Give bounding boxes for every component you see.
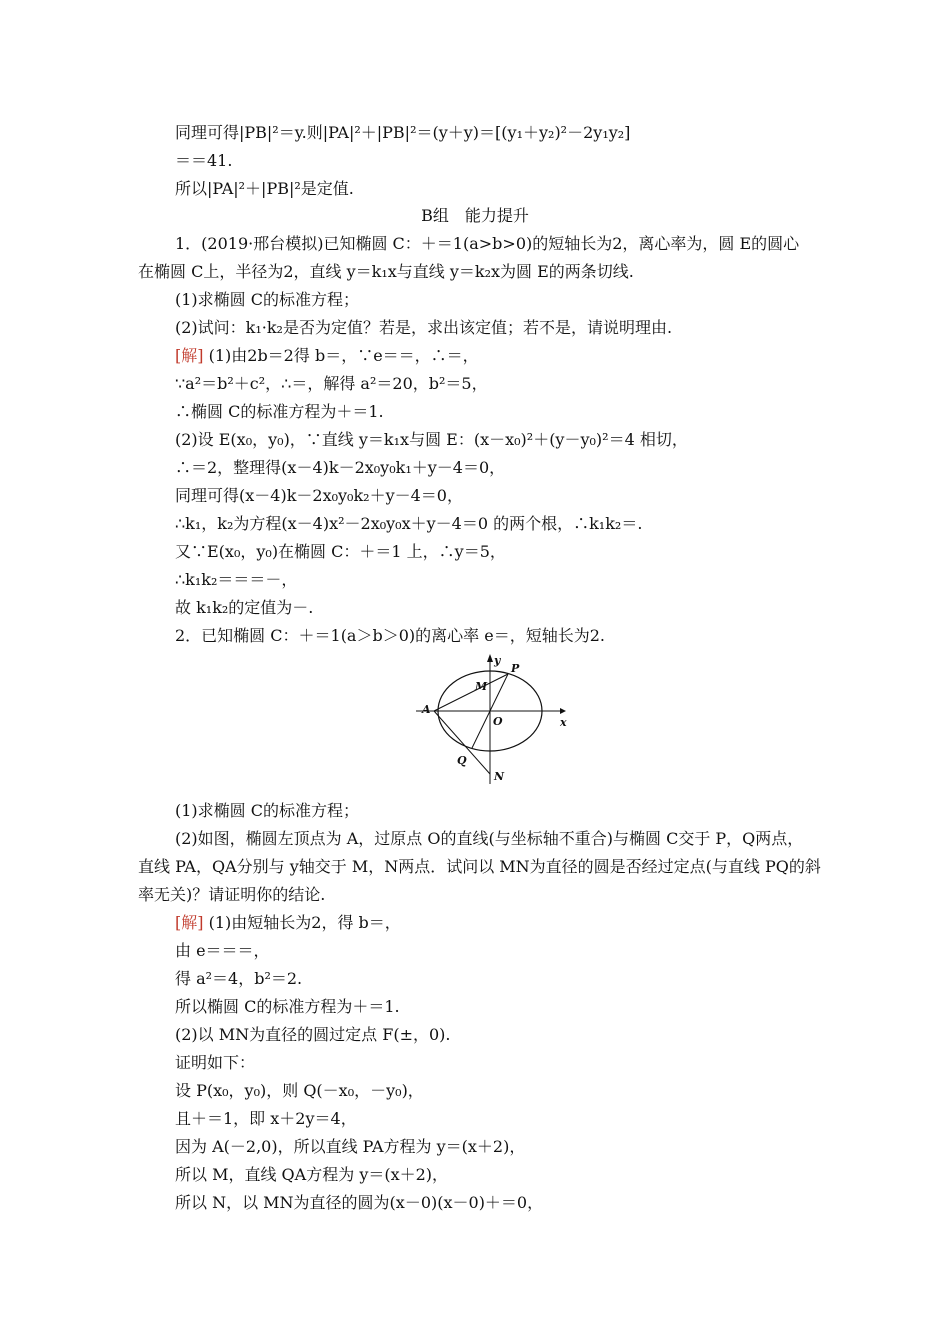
- solution-1-line-5: ∴＝2，整理得(x－4)k－2x₀y₀k₁＋y－4＝0，: [175, 458, 506, 477]
- label-P: P: [511, 662, 520, 675]
- line-AP: [434, 674, 508, 711]
- problem-2-part-2-line-1: (2)如图，椭圆左顶点为 A，过原点 O的直线(与坐标轴不重合)与椭圆 C交于 P，Q两点，: [175, 829, 804, 848]
- problem-2-part-2-line-3: 率无关)？请证明你的结论.: [138, 885, 326, 904]
- solution-text: (1)由2b＝2得 b＝，∵e＝＝，∴＝，: [208, 346, 479, 365]
- solution-2-line-7: 设 P(x₀，y₀)，则 Q(－x₀，－y₀)，: [175, 1081, 424, 1100]
- label-Q: Q: [457, 754, 467, 767]
- solution-tag-2: [解]: [175, 913, 204, 932]
- solution-1-line-10: 故 k₁k₂的定值为－.: [175, 598, 314, 617]
- text-line-3: 所以|PA|²＋|PB|²是定值.: [175, 179, 354, 198]
- label-O: O: [493, 715, 503, 728]
- problem-1-line-2: 在椭圆 C上，半径为2，直线 y＝k₁x与直线 y＝k₂x为圆 E的两条切线.: [138, 262, 634, 281]
- solution-2-line-9: 因为 A(－2,0)，所以直线 PA方程为 y＝(x＋2)，: [175, 1137, 526, 1156]
- problem-1-part-1: (1)求椭圆 C的标准方程；: [175, 290, 359, 309]
- problem-2-part-1: (1)求椭圆 C的标准方程；: [175, 801, 359, 820]
- label-A: A: [422, 703, 431, 716]
- solution-1-line-2: ∵a²＝b²＋c²，∴＝，解得 a²＝20，b²＝5，: [175, 374, 488, 393]
- label-x: x: [560, 716, 567, 729]
- section-heading: B组 能力提升: [421, 206, 529, 225]
- y-axis-arrow: [487, 654, 493, 662]
- problem-2-line-1: 2．已知椭圆 C：＋＝1(a＞b＞0)的离心率 e＝，短轴长为2.: [175, 626, 605, 645]
- problem-2-part-2-line-2: 直线 PA，QA分别与 y轴交于 M，N两点．试问以 MN为直径的圆是否经过定点(与直线 PQ的斜: [138, 857, 821, 876]
- solution-2-line-1: [175, 912, 401, 934]
- solution-1-line-7: ∴k₁，k₂为方程(x－4)x²－2x₀y₀x＋y－4＝0 的两个根，∴k₁k₂＝.: [175, 514, 643, 533]
- solution-2-line-5: (2)以 MN为直径的圆过定点 F(±，0).: [175, 1025, 451, 1044]
- solution-2-line-3: 得 a²＝4，b²＝2.: [175, 969, 303, 988]
- solution-1-line-4: (2)设 E(x₀，y₀)，∵直线 y＝k₁x与圆 E：(x－x₀)²＋(y－y₀)²＝4 相切，: [175, 430, 688, 449]
- solution-1-line-6: 同理可得(x－4)k－2x₀y₀k₂＋y－4＝0，: [175, 486, 463, 505]
- label-M: M: [475, 680, 488, 693]
- solution-1-line-9: ∴k₁k₂＝＝＝－，: [175, 570, 298, 589]
- label-N: N: [494, 770, 505, 783]
- solution-2-line-8: 且＋＝1，即 x＋2y＝4，: [175, 1109, 357, 1128]
- problem-1-line-1: 1．(2019·邢台模拟)已知椭圆 C：＋＝1(a>b>0)的短轴长为2，离心率为，圆 E的圆心: [175, 234, 800, 253]
- text-line-2: ＝＝41.: [175, 151, 233, 170]
- solution-1-line-1: [175, 345, 479, 367]
- label-y: y: [494, 654, 501, 667]
- solution-2-line-6: 证明如下：: [175, 1053, 256, 1072]
- text-line-1: 同理可得|PB|²＝y.则|PA|²＋|PB|²＝(y＋y)＝[(y₁＋y₂)²－2y₁y₂]: [175, 123, 631, 142]
- problem-1-part-2: (2)试问：k₁·k₂是否为定值？若是，求出该定值；若不是，请说明理由.: [175, 318, 673, 337]
- x-axis-arrow: [560, 708, 566, 714]
- solution-2-line-4: 所以椭圆 C的标准方程为＋＝1.: [175, 997, 400, 1016]
- solution-2-line-10: 所以 M，直线 QA方程为 y＝(x＋2)，: [175, 1165, 449, 1184]
- solution-2-line-11: 所以 N，以 MN为直径的圆为(x－0)(x－0)＋＝0，: [175, 1193, 544, 1212]
- solution-1-line-3: ∴椭圆 C的标准方程为＋＝1.: [175, 402, 384, 421]
- ellipse-figure: [410, 652, 570, 784]
- solution-1-line-8: 又∵E(x₀，y₀)在椭圆 C：＋＝1 上，∴y＝5，: [175, 542, 506, 561]
- solution-tag: [解]: [175, 346, 204, 365]
- solution-2-line-2: 由 e＝＝＝，: [175, 941, 270, 960]
- solution-2-text: (1)由短轴长为2，得 b＝，: [208, 913, 401, 932]
